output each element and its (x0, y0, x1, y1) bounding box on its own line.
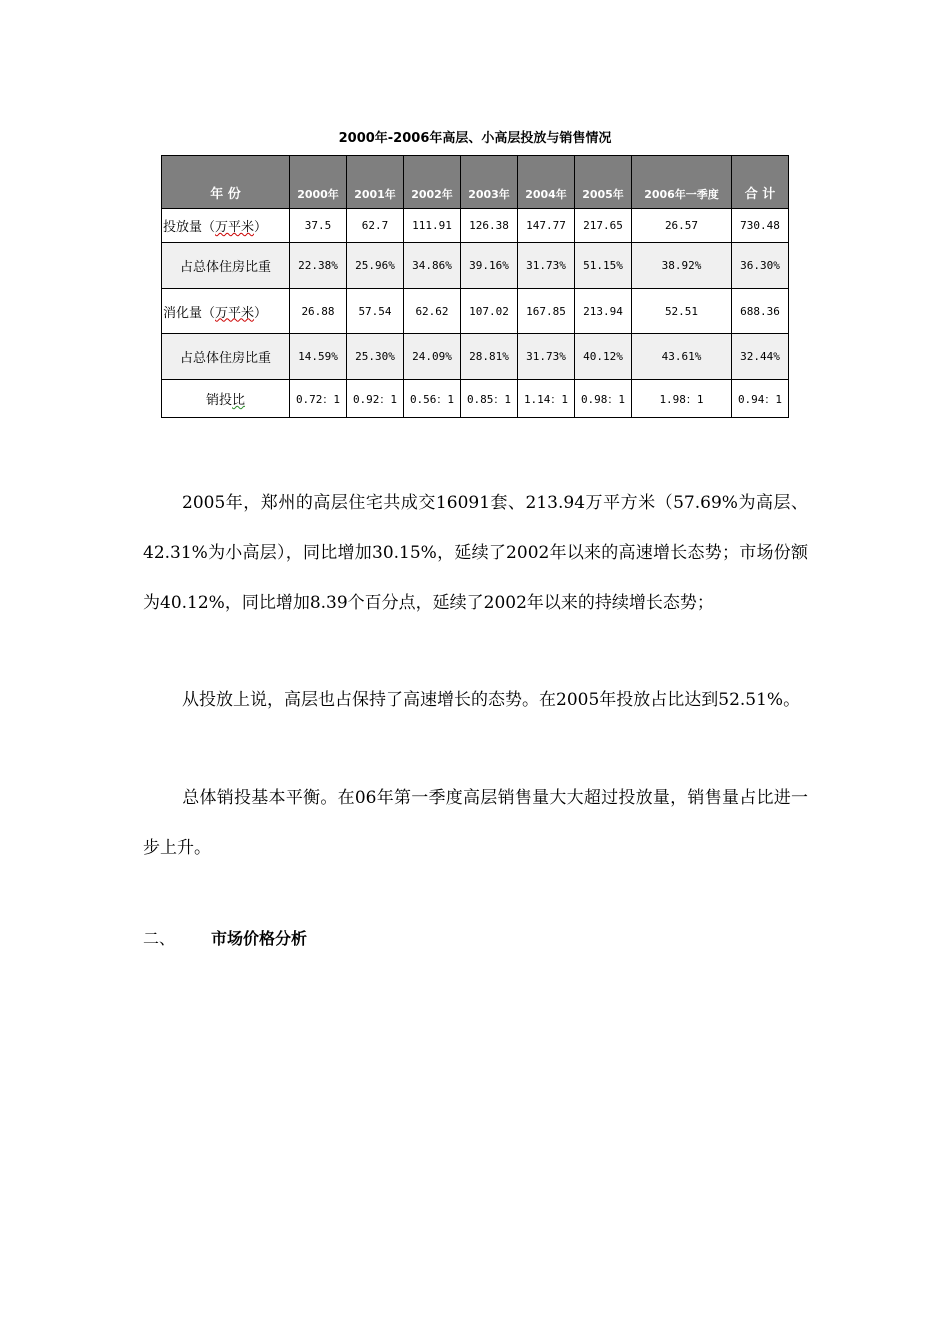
table-cell: 167.85 (518, 289, 575, 334)
row-label-supply-share: 占总体住房比重 (162, 243, 290, 289)
header-cell: 2002年 (404, 156, 461, 209)
table-header-row (162, 156, 789, 209)
paragraph-supply (143, 675, 808, 725)
paragraph-text: 从投放上说，高层也占保持了高速增长的态势。在2005年投放占比达到52.51%。 (182, 690, 801, 710)
label-part: 销投 (205, 393, 232, 408)
label-part: ） (254, 220, 268, 235)
row-label-supply (162, 209, 290, 243)
table-row (162, 334, 789, 380)
table-cell: 14.59% (290, 334, 347, 380)
table-cell: 36.30% (732, 243, 789, 289)
row-label-absorption (162, 289, 290, 334)
table-cell: 40.12% (575, 334, 632, 380)
table-cell: 25.96% (347, 243, 404, 289)
table-cell: 24.09% (404, 334, 461, 380)
paragraph-text: 2005年，郑州的高层住宅共成交16091套、213.94万平方米（57.69%为高层、42.31%为小高层），同比增加30.15%，延续了2002年以来的高速增长态势；市场份额为40.12%，同比增加8.39个百分点，延续了2002年以来的持续增长态势； (143, 493, 808, 613)
table-cell: 31.73% (518, 334, 575, 380)
table-row (162, 380, 789, 418)
table-cell: 0.56：1 (404, 380, 461, 418)
header-cell: 2003年 (461, 156, 518, 209)
row-label-absorption-share: 占总体住房比重 (162, 334, 290, 380)
table-cell: 43.61% (632, 334, 732, 380)
table-cell: 25.30% (347, 334, 404, 380)
table-cell: 1.98：1 (632, 380, 732, 418)
table-row (162, 243, 789, 289)
table-cell: 32.44% (732, 334, 789, 380)
table-cell: 39.16% (461, 243, 518, 289)
table-cell: 213.94 (575, 289, 632, 334)
label-part: 投放量（ (163, 220, 216, 235)
row-label-sales-ratio (162, 380, 290, 418)
table-cell: 22.38% (290, 243, 347, 289)
table-cell: 730.48 (732, 209, 789, 243)
table-cell: 0.72：1 (290, 380, 347, 418)
label-part: 消化量（ (163, 305, 216, 321)
header-cell: 2006年一季度 (632, 156, 732, 209)
paragraph-2005-sales (143, 478, 808, 628)
table-cell: 147.77 (518, 209, 575, 243)
label-part: 万平米 (215, 305, 255, 321)
label-part: ） (254, 305, 268, 321)
section-number: 二、 (143, 929, 176, 948)
header-cell: 2005年 (575, 156, 632, 209)
table-cell: 62.7 (347, 209, 404, 243)
table-cell: 26.88 (290, 289, 347, 334)
table-cell: 26.57 (632, 209, 732, 243)
table-cell: 1.14：1 (518, 380, 575, 418)
table-cell: 688.36 (732, 289, 789, 334)
table-cell: 0.85：1 (461, 380, 518, 418)
table-cell: 38.92% (632, 243, 732, 289)
section-heading (143, 926, 307, 949)
table-cell: 0.98：1 (575, 380, 632, 418)
table-cell: 51.15% (575, 243, 632, 289)
section-title: 市场价格分析 (211, 929, 308, 948)
paragraph-text: 总体销投基本平衡。在06年第一季度高层销售量大大超过投放量，销售量占比进一步上升。 (143, 788, 808, 858)
table-cell: 107.02 (461, 289, 518, 334)
header-cell-year: 年 份 (162, 156, 290, 209)
table-cell: 34.86% (404, 243, 461, 289)
table-cell: 217.65 (575, 209, 632, 243)
header-cell: 2000年 (290, 156, 347, 209)
investment-sales-table (161, 155, 789, 418)
header-cell: 2001年 (347, 156, 404, 209)
table-cell: 28.81% (461, 334, 518, 380)
table-cell: 52.51 (632, 289, 732, 334)
table-cell: 57.54 (347, 289, 404, 334)
header-cell-total: 合 计 (732, 156, 789, 209)
header-cell: 2004年 (518, 156, 575, 209)
paragraph-balance (143, 773, 808, 873)
table-cell: 62.62 (404, 289, 461, 334)
label-part: 万平米 (215, 220, 255, 235)
table-cell: 37.5 (290, 209, 347, 243)
table-cell: 111.91 (404, 209, 461, 243)
table-cell: 0.92：1 (347, 380, 404, 418)
table-row (162, 289, 789, 334)
table-title: 2000年-2006年高层、小高层投放与销售情况 (338, 131, 612, 146)
table-cell: 0.94：1 (732, 380, 789, 418)
label-part: 比 (232, 393, 246, 408)
table-row (162, 209, 789, 243)
table-cell: 31.73% (518, 243, 575, 289)
table-cell: 126.38 (461, 209, 518, 243)
